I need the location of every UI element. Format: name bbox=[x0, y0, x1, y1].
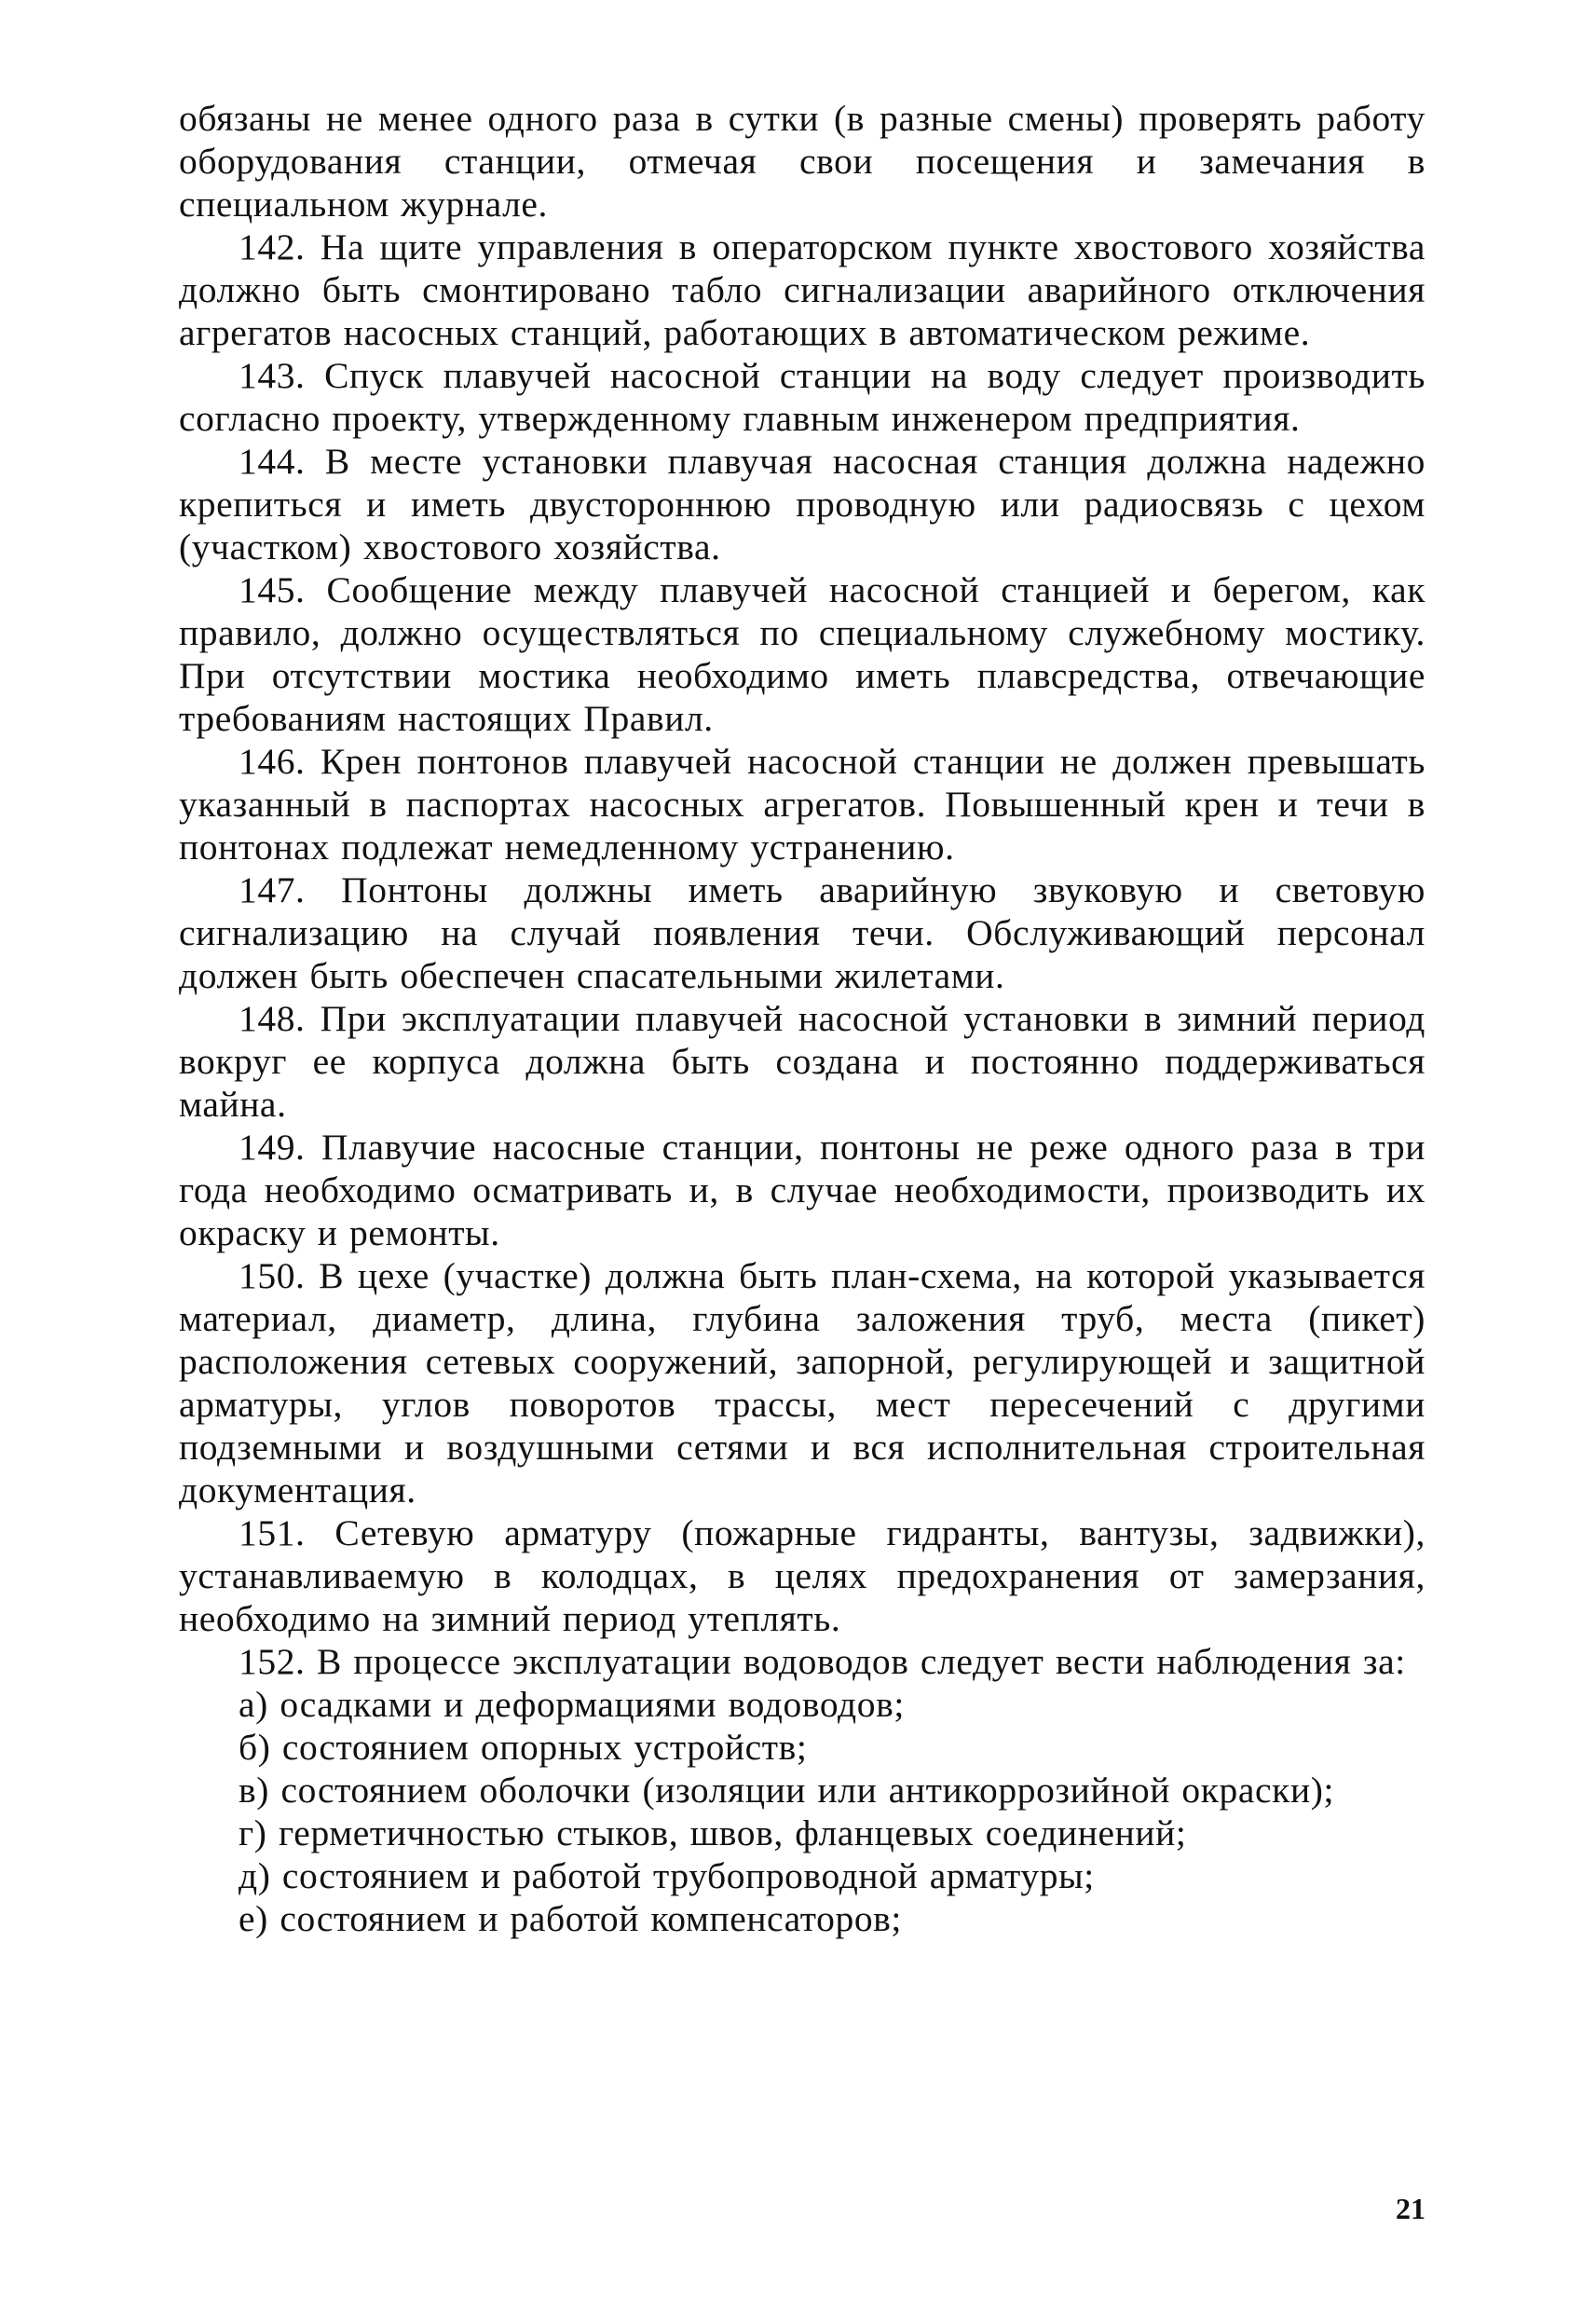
list-item: а) осадками и деформациями водоводов; bbox=[239, 1684, 905, 1725]
list-item: е) состоянием и работой компенсаторов; bbox=[239, 1898, 903, 1939]
page-number: 21 bbox=[1396, 2192, 1425, 2225]
paragraph-151: 151. Сетевую арматуру (пожарные гидранты, вантузы, задвижки), устанавливаемую в колодцах, в целях предохранения от замерзания, необходимо на зимний период утеплять. bbox=[179, 1512, 1425, 1639]
paragraph-149: 149. Плавучие насосные станции, понтоны не реже одного раза в три года необходимо осматривать и, в случае необходимости, производить их окраску и ремонты. bbox=[179, 1127, 1425, 1253]
paragraph-142: 142. На щите управления в операторском пункте хвостового хозяйства должно быть смонтировано табло сигнализации аварийного отключения агрегатов насосных станций, работающих в автоматическом режиме. bbox=[179, 226, 1425, 353]
continuation-paragraph: обязаны не менее одного раза в сутки (в разные смены) проверять работу оборудования станции, отмечая свои посещения и замечания в специальном журнале. bbox=[179, 98, 1425, 225]
list-item: г) герметичностью стыков, швов, фланцевых соединений; bbox=[239, 1812, 1187, 1853]
list-item: д) состоянием и работой трубопроводной арматуры; bbox=[239, 1855, 1095, 1896]
page-body bbox=[179, 97, 1425, 1940]
paragraph-145: 145. Сообщение между плавучей насосной станцией и берегом, как правило, должно осуществляться по специальному служебному мостику. При отсутствии мостика необходимо иметь плавсредства, отвечающие требованиям настоящих Правил. bbox=[179, 569, 1425, 739]
paragraph-143: 143. Спуск плавучей насосной станции на воду следует производить согласно проекту, утвержденному главным инженером предприятия. bbox=[179, 355, 1425, 439]
observation-list bbox=[179, 1683, 1425, 1940]
list-item: в) состоянием оболочки (изоляции или антикоррозийной окраски); bbox=[239, 1770, 1335, 1811]
paragraph-147: 147. Понтоны должны иметь аварийную звуковую и световую сигнализацию на случай появления течи. Обслуживающий персонал должен быть обеспечен спасательными жилетами. bbox=[179, 869, 1425, 996]
paragraph-150: 150. В цехе (участке) должна быть план-схема, на которой указывается материал, диаметр, длина, глубина заложения труб, места (пикет) расположения сетевых сооружений, запорной, регулирующей и защитной арматуры, углов поворотов трассы, мест пересечений с другими подземными и воздушными сетями и вся исполнительная строительная документация. bbox=[179, 1255, 1425, 1511]
paragraph-144: 144. В месте установки плавучая насосная станция должна надежно крепиться и иметь двустороннюю проводную или радиосвязь с цехом (участком) хвостового хозяйства. bbox=[179, 441, 1425, 567]
paragraph-152: 152. В процессе эксплуатации водоводов следует вести наблюдения за: bbox=[239, 1641, 1406, 1682]
list-item: б) состоянием опорных устройств; bbox=[239, 1727, 808, 1768]
paragraph-148: 148. При эксплуатации плавучей насосной установки в зимний период вокруг ее корпуса должна быть создана и постоянно поддерживаться майна. bbox=[179, 998, 1425, 1125]
paragraph-146: 146. Крен понтонов плавучей насосной станции не должен превышать указанный в паспортах насосных агрегатов. Повышенный крен и течи в понтонах подлежат немедленному устранению. bbox=[179, 741, 1425, 868]
